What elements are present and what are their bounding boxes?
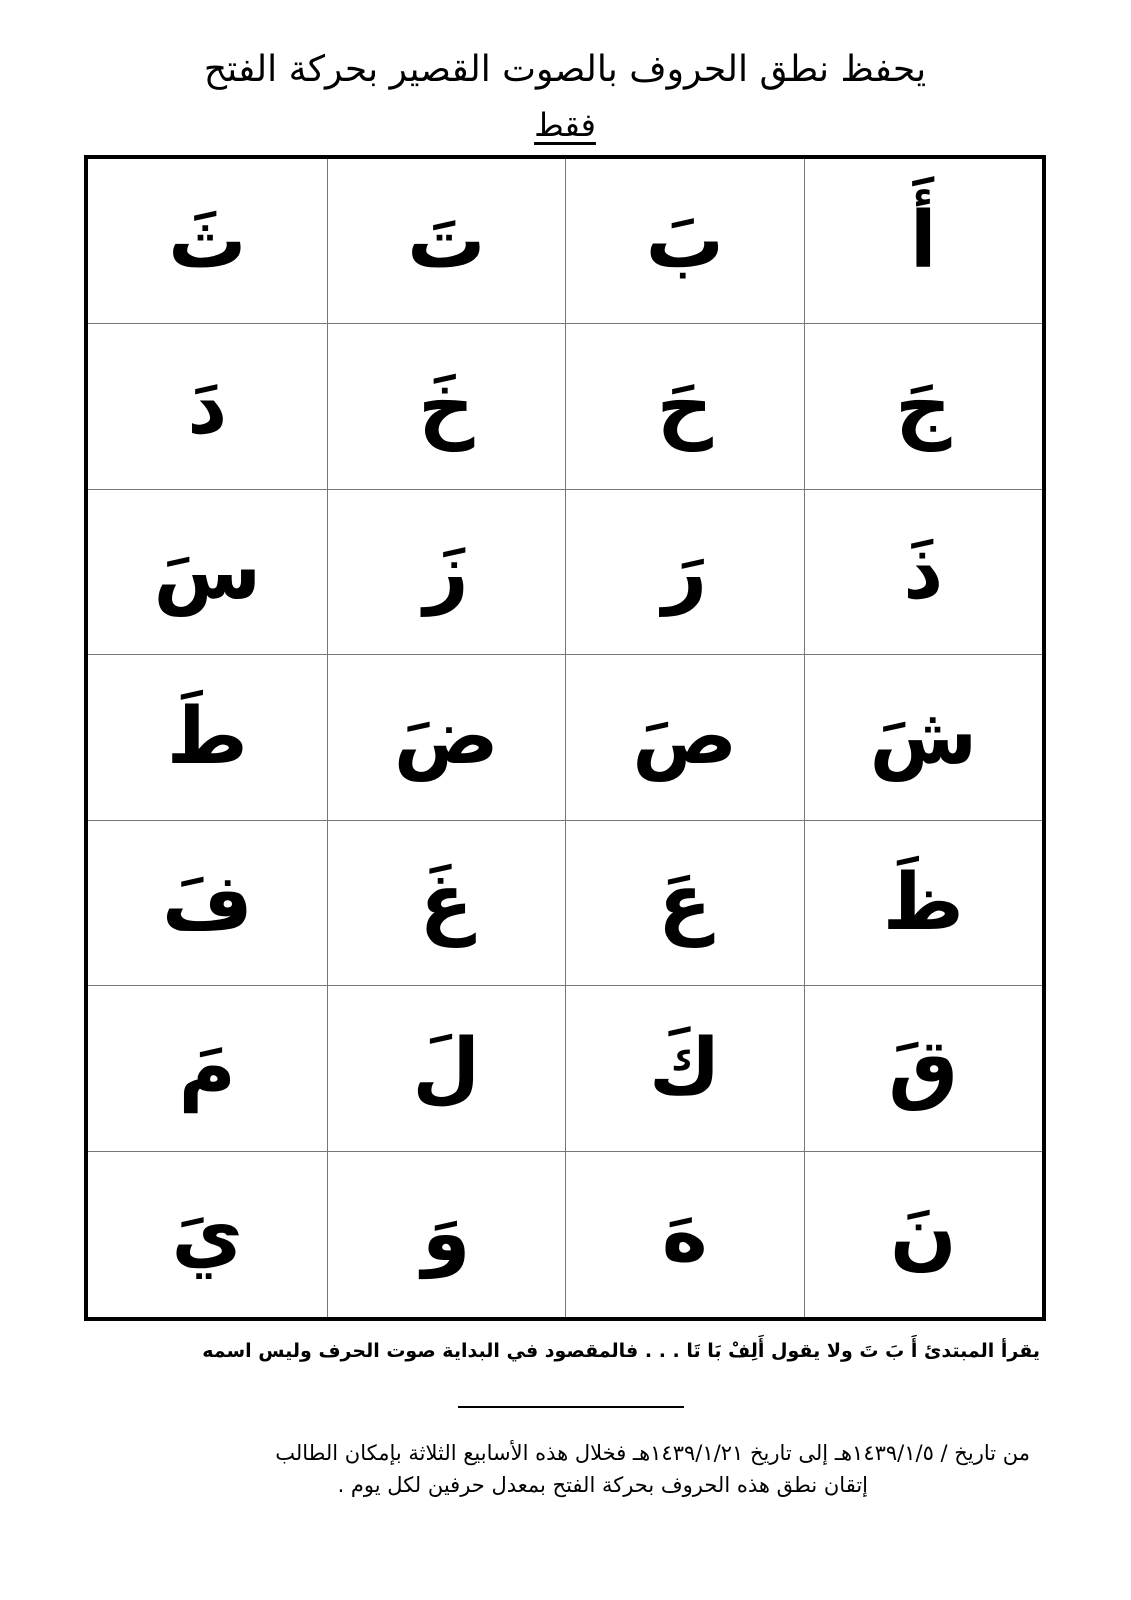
letters-table	[84, 155, 1046, 1321]
letter-cell: هَ	[565, 1152, 804, 1317]
letter-cell: صَ	[565, 655, 804, 820]
divider-line	[458, 1406, 684, 1408]
letter-cell: غَ	[327, 821, 566, 986]
schedule-line-1: من تاريخ / ١٤٣٩/١/٥هـ إلى تاريخ ١٤٣٩/١/٢١هـ فخلال هذه الأسابيع الثلاثة بإمكان الطالب	[275, 1441, 1030, 1465]
letter-cell: ثَ	[88, 159, 327, 324]
page-title-continuation	[80, 103, 1050, 147]
letter-cell: مَ	[88, 986, 327, 1151]
letter-cell: أَ	[804, 159, 1043, 324]
letter-cell: شَ	[804, 655, 1043, 820]
letter-cell: سَ	[88, 490, 327, 655]
schedule-text	[100, 1437, 1030, 1501]
letter-cell: ذَ	[804, 490, 1043, 655]
letter-cell: قَ	[804, 986, 1043, 1151]
letter-cell: بَ	[565, 159, 804, 324]
letter-cell: دَ	[88, 324, 327, 489]
letter-cell: خَ	[327, 324, 566, 489]
letter-cell: وَ	[327, 1152, 566, 1317]
letter-cell: رَ	[565, 490, 804, 655]
letter-cell: نَ	[804, 1152, 1043, 1317]
letter-cell: زَ	[327, 490, 566, 655]
letter-cell: فَ	[88, 821, 327, 986]
page-title: يحفظ نطق الحروف بالصوت القصير بحركة الفتح	[203, 49, 927, 90]
letter-cell: ضَ	[327, 655, 566, 820]
letter-cell: يَ	[171, 1189, 243, 1280]
letter-cell: ظَ	[804, 821, 1043, 986]
instruction-note: يقرأ المبتدئ أَ بَ تَ ولا يقول أَلِفْ بَا تَا . . . فالمقصود في البداية صوت الحرف وليس اسمه	[202, 1340, 1040, 1362]
page-title-continuation-text: فقط	[534, 106, 596, 144]
letter-cell: لَ	[327, 986, 566, 1151]
letter-cell: جَ	[804, 324, 1043, 489]
letter-cell: تَ	[327, 159, 566, 324]
letter-cell: طَ	[88, 655, 327, 820]
letter-cell: حَ	[565, 324, 804, 489]
letter-cell: كَ	[565, 986, 804, 1151]
letter-cell: عَ	[565, 821, 804, 986]
schedule-line-2: إتقان نطق هذه الحروف بحركة الفتح بمعدل حرفين لكل يوم .	[337, 1473, 868, 1497]
